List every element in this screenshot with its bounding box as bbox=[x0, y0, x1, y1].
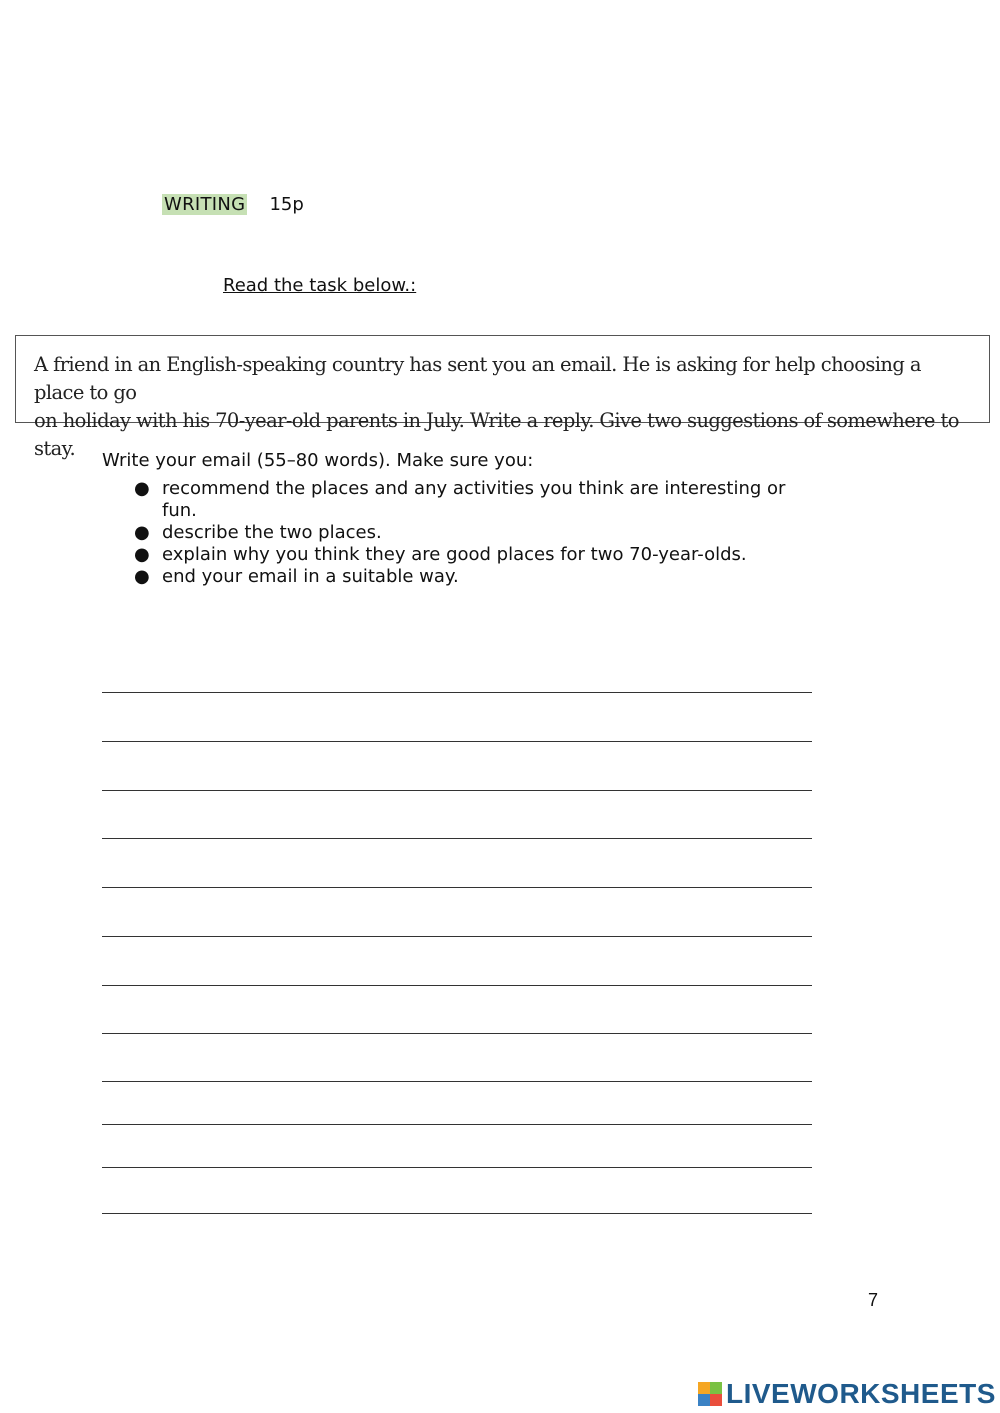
list-item bbox=[102, 544, 812, 566]
bullet-icon: ● bbox=[134, 566, 150, 587]
list-item-text: describe the two places. bbox=[162, 522, 382, 543]
list-item-text: end your email in a suitable way. bbox=[162, 566, 459, 587]
answer-line[interactable] bbox=[102, 936, 812, 937]
task-box bbox=[15, 335, 990, 460]
page-number: 7 bbox=[868, 1290, 879, 1310]
read-task-label: Read the task below.: bbox=[223, 275, 417, 296]
brand-logo-icon bbox=[698, 1382, 722, 1406]
section-heading bbox=[162, 194, 304, 215]
answer-line[interactable] bbox=[102, 790, 812, 791]
answer-line[interactable] bbox=[102, 1167, 812, 1168]
section-title: WRITING bbox=[164, 194, 246, 215]
instructions-list bbox=[102, 478, 822, 588]
answer-line[interactable] bbox=[102, 838, 812, 839]
answer-line[interactable] bbox=[102, 1033, 812, 1034]
task-text-line: A friend in an English-speaking country has sent you an email. He is asking for help choosing a place to go bbox=[34, 353, 921, 404]
list-item-text: recommend the places and any activities you think are interesting or fun. bbox=[162, 478, 786, 521]
bullet-icon: ● bbox=[134, 544, 150, 565]
answer-line[interactable] bbox=[102, 1124, 812, 1125]
answer-line[interactable] bbox=[102, 741, 812, 742]
section-points: 15p bbox=[269, 194, 304, 215]
answer-line[interactable] bbox=[102, 1213, 812, 1214]
instructions-intro: Write your email (55–80 words). Make sure you: bbox=[102, 450, 534, 471]
answer-line[interactable] bbox=[102, 692, 812, 693]
list-item bbox=[102, 566, 812, 588]
bullet-icon: ● bbox=[134, 478, 150, 499]
task-text-line: on holiday with his 70-year-old parents in July. Write a reply. Give two suggestions of somewhere to stay. bbox=[34, 409, 959, 460]
list-item bbox=[102, 478, 812, 522]
instructions bbox=[102, 450, 822, 588]
list-item-text: explain why you think they are good places for two 70-year-olds. bbox=[162, 544, 747, 565]
bullet-icon: ● bbox=[134, 522, 150, 543]
answer-line[interactable] bbox=[102, 985, 812, 986]
answer-line[interactable] bbox=[102, 887, 812, 888]
brand-watermark bbox=[698, 1378, 996, 1410]
list-item bbox=[102, 522, 812, 544]
brand-name: LIVEWORKSHEETS bbox=[726, 1378, 996, 1409]
answer-line[interactable] bbox=[102, 1081, 812, 1082]
